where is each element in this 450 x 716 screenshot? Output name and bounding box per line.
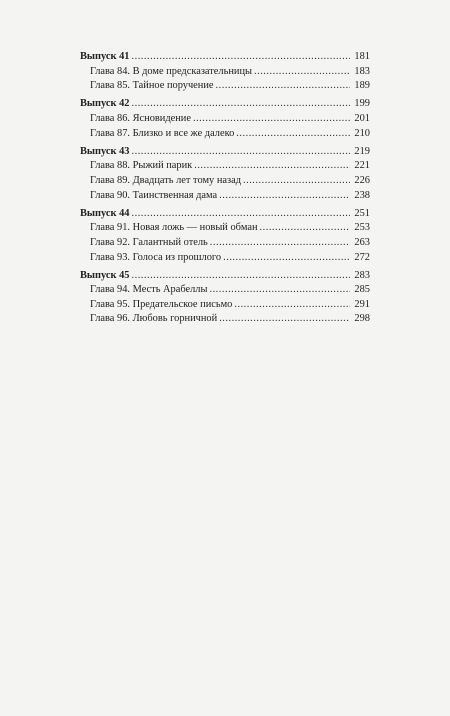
toc-issue-row bbox=[80, 50, 370, 65]
chapter-title: Глава 92. Галантный отель bbox=[90, 236, 208, 248]
chapter-title: Глава 85. Тайное поручение bbox=[90, 80, 214, 92]
toc-issue-row bbox=[80, 145, 370, 160]
page-number: 201 bbox=[354, 112, 370, 124]
toc-issue-row bbox=[80, 269, 370, 284]
dot-leader bbox=[216, 79, 350, 94]
dot-leader bbox=[132, 145, 351, 160]
dot-leader bbox=[194, 159, 350, 174]
chapter-title: Глава 89. Двадцать лет тому назад bbox=[90, 174, 242, 186]
dot-leader bbox=[234, 298, 350, 313]
page-number: 238 bbox=[354, 189, 370, 201]
page-number: 189 bbox=[354, 80, 370, 92]
dot-leader bbox=[260, 221, 350, 236]
chapter-title: Глава 84. В доме предсказательницы bbox=[90, 65, 253, 77]
toc-chapter-row bbox=[80, 127, 370, 142]
dot-leader bbox=[132, 50, 351, 65]
issue-title: Выпуск 41 bbox=[80, 51, 130, 62]
chapter-title: Глава 91. Новая ложь — новый обман bbox=[90, 222, 258, 234]
page-number: 251 bbox=[354, 207, 370, 219]
page-number: 291 bbox=[354, 298, 370, 310]
chapter-title: Глава 96. Любовь горничной bbox=[90, 313, 218, 325]
chapter-title: Глава 94. Месть Арабеллы bbox=[90, 284, 208, 296]
toc-chapter-row bbox=[80, 236, 370, 251]
toc-chapter-row bbox=[80, 65, 370, 80]
toc-chapter-row bbox=[80, 298, 370, 313]
toc-issue-row bbox=[80, 97, 370, 112]
dot-leader bbox=[254, 65, 350, 80]
page-number: 221 bbox=[354, 160, 370, 172]
issue-title: Выпуск 44 bbox=[80, 207, 130, 219]
toc-section-issue-45 bbox=[80, 269, 370, 327]
page-number: 181 bbox=[354, 51, 370, 62]
page-number: 272 bbox=[354, 251, 370, 263]
dot-leader bbox=[132, 269, 351, 284]
toc-section-issue-42 bbox=[80, 97, 370, 141]
toc-chapter-row bbox=[80, 283, 370, 298]
dot-leader bbox=[132, 97, 351, 112]
toc-chapter-row bbox=[80, 79, 370, 94]
toc-section-issue-41 bbox=[80, 50, 370, 94]
page-number: 263 bbox=[354, 236, 370, 248]
issue-title: Выпуск 42 bbox=[80, 98, 130, 110]
toc-chapter-row bbox=[80, 189, 370, 204]
toc-chapter-row bbox=[80, 112, 370, 127]
page-number: 219 bbox=[354, 145, 370, 157]
table-of-contents bbox=[80, 50, 370, 327]
dot-leader bbox=[132, 207, 351, 222]
toc-issue-row bbox=[80, 207, 370, 222]
chapter-title: Глава 95. Предательское письмо bbox=[90, 298, 233, 310]
dot-leader bbox=[209, 283, 350, 298]
chapter-title: Глава 93. Голоса из прошлого bbox=[90, 251, 222, 263]
issue-title: Выпуск 45 bbox=[80, 269, 130, 281]
toc-section-issue-43 bbox=[80, 145, 370, 203]
toc-section-issue-44 bbox=[80, 207, 370, 265]
dot-leader bbox=[219, 189, 350, 204]
page-number: 298 bbox=[354, 313, 370, 325]
toc-chapter-row bbox=[80, 159, 370, 174]
page-number: 283 bbox=[354, 269, 370, 281]
toc-chapter-row bbox=[80, 174, 370, 189]
page-number: 226 bbox=[354, 174, 370, 186]
chapter-title: Глава 90. Таинственная дама bbox=[90, 189, 218, 201]
toc-chapter-row bbox=[80, 251, 370, 266]
page-number: 210 bbox=[354, 127, 370, 139]
toc-chapter-row bbox=[80, 312, 370, 327]
chapter-title: Глава 87. Близко и все же далеко bbox=[90, 127, 235, 139]
issue-title: Выпуск 43 bbox=[80, 145, 130, 157]
chapter-title: Глава 86. Ясновидение bbox=[90, 112, 191, 124]
dot-leader bbox=[210, 236, 350, 251]
chapter-title: Глава 88. Рыжий парик bbox=[90, 160, 193, 172]
dot-leader bbox=[223, 251, 350, 266]
page-number: 199 bbox=[354, 98, 370, 110]
dot-leader bbox=[193, 112, 350, 127]
dot-leader bbox=[219, 312, 350, 327]
page-number: 253 bbox=[354, 222, 370, 234]
toc-chapter-row bbox=[80, 221, 370, 236]
page-number: 285 bbox=[354, 284, 370, 296]
dot-leader bbox=[243, 174, 350, 189]
page-number: 183 bbox=[354, 65, 370, 77]
dot-leader bbox=[236, 127, 350, 142]
